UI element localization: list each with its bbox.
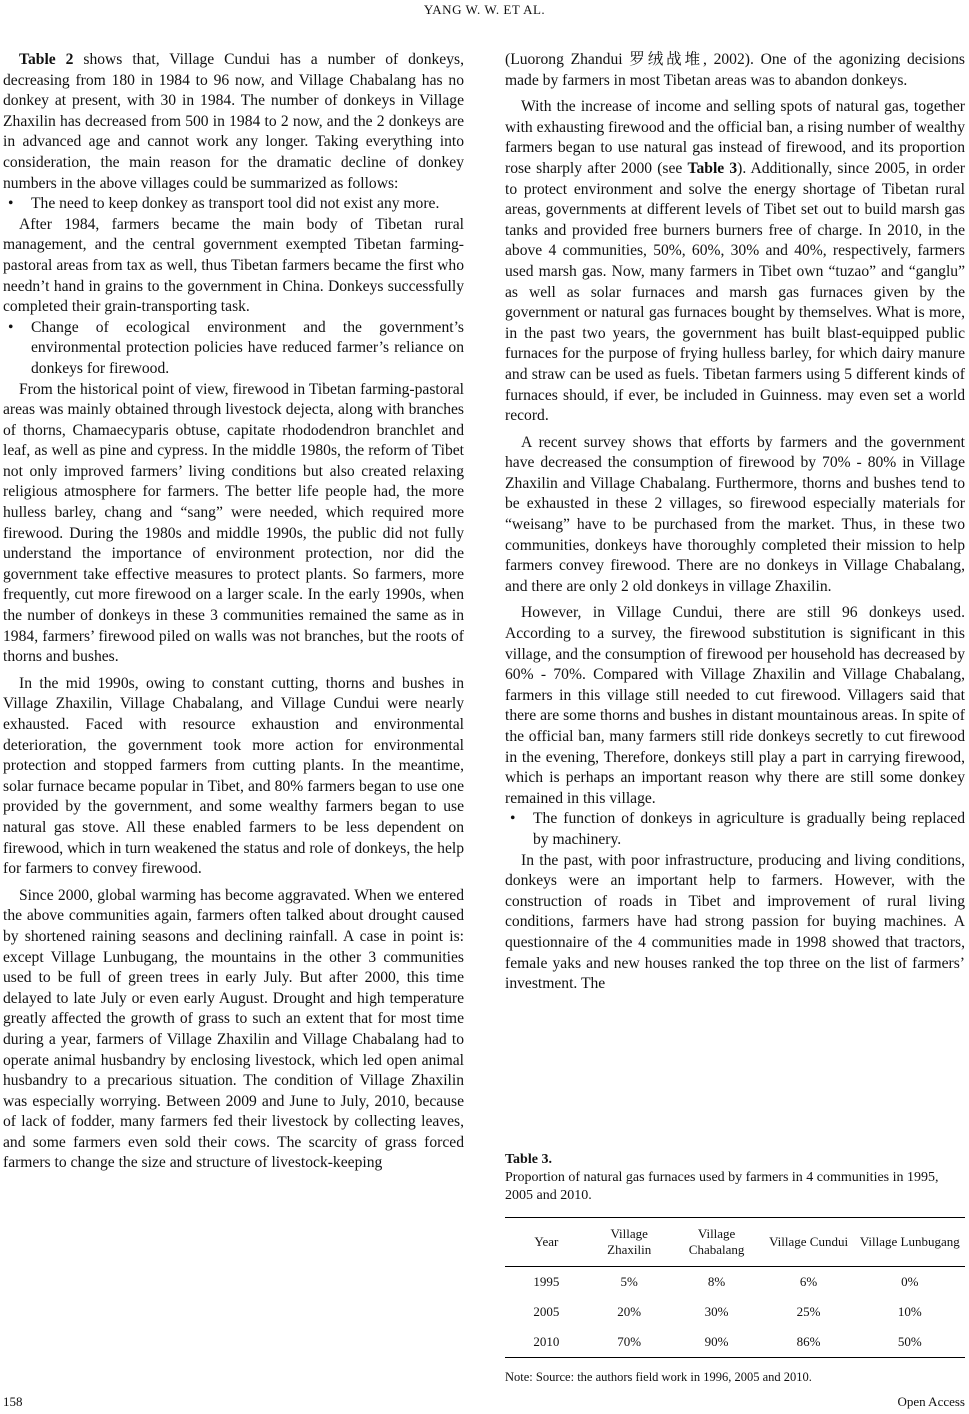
bullet-list — [3, 194, 464, 215]
table-cell: 70% — [617, 1334, 642, 1349]
table-title: Table 3. — [505, 1152, 552, 1167]
table-ref: Table 2 — [19, 51, 74, 68]
paragraph-text: With the increase of income and selling spots of natural gas, together with exhausting firewood and the official ban, a rising number of wealthy farmers began to use natural gas instead of firewood, and its proportion rose sharply after 2000 (see — [505, 98, 965, 177]
bullet-icon: • — [8, 195, 14, 213]
left-column — [3, 50, 464, 1174]
table-header-cell: Village Chabalang — [688, 1226, 745, 1257]
table-cell: 5% — [620, 1274, 638, 1289]
table-header-cell: Year — [534, 1234, 559, 1249]
data-table — [505, 1217, 965, 1358]
table-cell: 90% — [704, 1334, 729, 1349]
table-cell: 0% — [901, 1274, 919, 1289]
page-number: 158 — [3, 1394, 23, 1409]
bullet-list — [3, 318, 464, 380]
table-header-cell: Village Zhaxilin — [607, 1226, 652, 1257]
table-ref: Table 3 — [687, 159, 738, 177]
bullet-text: The need to keep donkey as transport tool did not exist any more. — [31, 195, 440, 213]
bullet-icon: • — [8, 318, 14, 336]
bullet-icon: • — [510, 810, 516, 828]
table-cell: 20% — [617, 1304, 642, 1319]
running-header: YANG W. W. ET AL. — [423, 2, 546, 17]
table-3 — [505, 1151, 965, 1385]
table-cell: 1995 — [533, 1274, 560, 1289]
paragraph — [505, 97, 965, 427]
table-row — [505, 1267, 965, 1298]
bullet-text: The function of donkeys in agriculture is gradually being replaced by machinery. — [533, 810, 965, 848]
table-row — [505, 1297, 965, 1327]
table-cell: 50% — [897, 1334, 922, 1349]
bullet-item — [3, 318, 464, 380]
table-cell: 25% — [796, 1304, 821, 1319]
publisher-label: Open Access — [897, 1394, 965, 1409]
bullet-text: Change of ecological environment and the government’s environmental protection policies have reduced farmer’s reliance on donkeys for firewood. — [31, 318, 464, 377]
bullet-item — [3, 194, 464, 215]
table-cell: 6% — [799, 1274, 818, 1289]
paragraph: In the mid 1990s, owing to constant cutting, thorns and bushes in Village Zhaxilin, Village Chabalang, and Village Cundui were nearly exhausted. Faced with resource exhaustion and environmental deterioration, the government took more action for environmental protection and stopped farmers from cutting plants. In the meantime, solar furnace became popular in Tibet, and 80% farmers began to use one provided by the government, and some wealthy farmers began to use natural gas stove. All these enabled farmers to be less dependent on firewood, which in turn weakened the status and role of donkeys, the help for farmers to convey firewood. — [3, 674, 464, 878]
table-cell: 30% — [704, 1304, 729, 1319]
table-caption: Proportion of natural gas furnaces used by farmers in 4 communities in 1995, 2005 and 2010. — [505, 1170, 939, 1203]
paragraph: (Luorong Zhandui 罗绒战堆, 2002). One of the agonizing decisions made by farmers in most Tibetan areas was to abandon donkeys. — [505, 51, 965, 89]
table-row — [505, 1327, 965, 1358]
paragraph-text: ). Additionally, since 2005, in order to protect environment and solve the energy shortage of Tibetan rural areas, governments at different levels of Tibet set out to build marsh gas tanks and provided free burners burners free of charge. In 2010, in the above 4 communities, 50%, 60%, 30% and 40%, respectively, farmers used marsh gas. Now, many farmers in Tibet own “tuzao” and “ganglu” as well as solar furnaces and marsh gas furnaces given by the government or natural gas furnaces bought by themselves. What is more, in the past two years, the government has built blast-equipped public furnaces for the purpose of frying hulless barley, for which dairy manure and straw can be used as fuels. Tibetan farmers using 5 different kinds of furnaces should, if ever, be included in Guinness. may even set a world record. — [505, 159, 965, 425]
table-cell: 2005 — [533, 1304, 560, 1319]
paragraph: Since 2000, global warming has become aggravated. When we entered the above communities again, farmers often talked about drought caused by shortened raining seasons and declining rainfall. A case in point is: except Village Lunbugang, the mountains in the other 3 communities used to be full of green trees in early July. But after 2000, this time delayed to late July or even early August. Drought and high temperature greatly affected the growth of grass to such an extent that for most time during a year, farmers of Village Zhaxilin and Village Chabalang had to operate animal husbandry by enclosing livestock, which led open animal husbandry to a precarious situation. The condition of Village Zhaxilin was especially worrying. Between 2009 and June to July, 2010, because of lack of fodder, many farmers fed their livestock by collecting leaves, and some farmers even sold their cows. The scarcity of grass forced farmers to change the size and structure of livestock-keeping — [3, 886, 464, 1172]
paragraph — [3, 50, 464, 194]
table-cell: 86% — [796, 1334, 821, 1349]
paragraph-text: shows that, Village Cundui has a number of donkeys, decreasing from 180 in 1984 to 96 now, and Village Chabalang has no donkey at present, with 30 in 1984. The number of donkeys in Village Zhaxilin has decreased from 500 in 1984 to 2 now, and the 2 donkeys are in advanced age and cannot work any longer. Taking everything into consideration, the main reason for the dramatic decline of donkey numbers in the above villages could be summarized as follows: — [3, 51, 464, 192]
paragraph: From the historical point of view, firewood in Tibetan farming-pastoral areas was mainly obtained through livestock dejecta, along with branches of thorns, Chamaecyparis obtuse, capitate rhododendron branchlet and leaf, as well as pine and cypress. In the middle 1980s, the reform of Tibet not only improved farmers’ living conditions but also created relaxing religious atmosphere for farmers. The better life people had, the more hulless barley, chang and “sang” were needed, which required more firewood. During the 1980s and middle 1990s, the public did not fully understand the importance of environment protection, nor did the government take effective measures to protect plants. So farmers, more frequently, cut more firewood on a larger scale. In the early 1990s, when the number of donkeys in these 3 communities remained the same as in 1984, farmers’ firewood piled on walls was not branches, but the roots of thorns and bushes. — [3, 380, 464, 666]
table-header-row — [505, 1218, 965, 1267]
table-header-cell: Village Cundui — [769, 1234, 849, 1249]
table-header-cell: Village Lunbugang — [859, 1234, 960, 1249]
table-cell: 2010 — [533, 1334, 560, 1349]
right-column — [505, 50, 965, 995]
bullet-item — [505, 809, 965, 850]
table-cell: 10% — [897, 1304, 922, 1319]
paragraph: However, in Village Cundui, there are still 96 donkeys used. According to a survey, the firewood substitution is significant in this village, and the consumption of firewood per household has decreased by 60% - 70%. Compared with Village Zhaxilin and Village Chabalang, farmers in this village still needed to cut firewood. Villagers said that there are some thorns and bushes in distant mountainous areas. In spite of the official ban, many farmers still ride donkeys secretly to cut firewood in the evening, Therefore, donkeys still play a part in carrying firewood, which is perhaps an important reason why there are still some donkey remained in this village. — [505, 604, 965, 807]
paragraph: In the past, with poor infrastructure, producing and living conditions, donkeys were an important help to farmers. However, with the construction of roads in Tibet and improvement of rural living conditions, farmers have had strong passion for buying machines. A questionnaire of the 4 communities made in 1998 showed that tractors, female yaks and new houses ranked the top three on the list of farmers’ investment. The — [505, 851, 965, 993]
paragraph: After 1984, farmers became the main body of Tibetan rural management, and the central government exempted Tibetan farming-pastoral areas from tax as well, thus Tibetan farmers became the first who needn’t hand in grains to the government in China. Donkeys successfully completed their grain-transporting task. — [3, 215, 464, 316]
paragraph: A recent survey shows that efforts by farmers and the government have decreased the consumption of firewood by 70% - 80% in Village Zhaxilin and Village Chabalang. Furthermore, thorns and bushes tend to be exhausted in these 2 villages, so firewood especially materials for “weisang” have to be purchased from the market. Thus, in these two communities, donkeys have thoroughly completed their mission to help farmers convey firewood. There are no donkeys in Village Chabalang, and there are only 2 old donkeys in village Zhaxilin. — [505, 433, 965, 595]
table-note: Note: Source: the authors field work in 1996, 2005 and 2010. — [505, 1370, 812, 1384]
table-cell: 8% — [707, 1274, 726, 1289]
bullet-list — [505, 809, 965, 850]
